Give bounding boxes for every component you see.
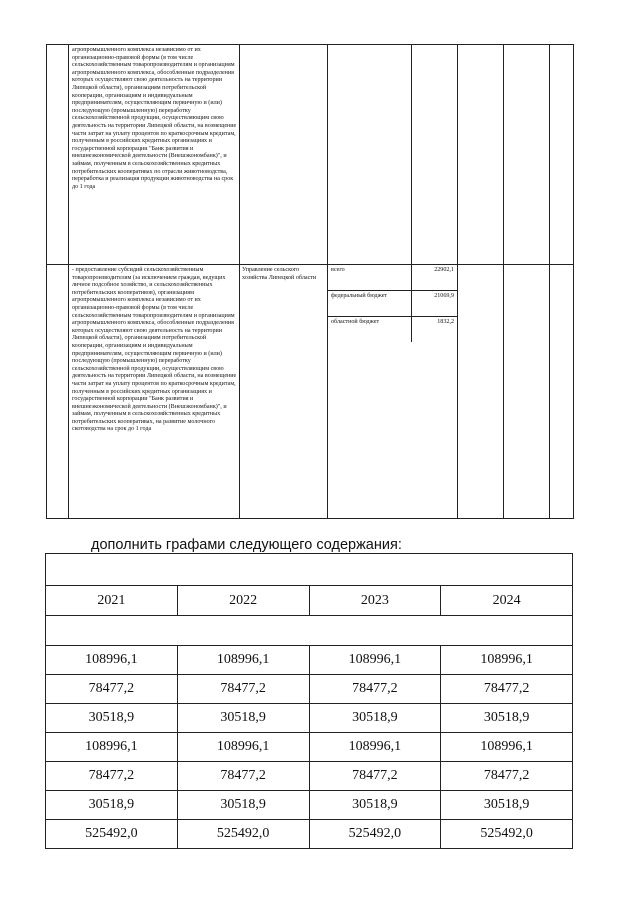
value-cell: 30518,9: [441, 791, 573, 820]
value-cell: 108996,1: [309, 646, 441, 675]
measure-description: - предоставление субсидий сельскохозяйственным товаропроизводителям (за исключением граждан, ведущих личное подсобное хозяйство, и сельскохозяйственных потребительских кооперативов), организациям агропромышленного комплекса независимо от их организационно-правовой формы (в том числе сельскохозяйственным товаропроизводителям и организациям агропромышленного комплекса, обособленные подразделения которых осуществляют свою деятельность на территории Липецкой области), организациям потребительской кооперации, организациям и индивидуальным предпринимателям, осуществляющим первичную и (или) последующую (промышленную) переработку сельскохозяйственной продукции, осуществляющим свою деятельность на территории Липецкой области, на возмещение части затрат на уплату процентов по краткосрочным кредитам, полученным в российских кредитных организациях и государственной корпорации "Банк развития и внешнеэкономической деятельности (Внешэкономбанк)", и займам, полученным в сельскохозяйственных кредитных потребительских кооперативах, на развитие молочного скотоводства на срок до 1 года: [69, 265, 240, 519]
value-cell: [504, 265, 550, 519]
funding-row: [328, 291, 457, 317]
table-row: [46, 762, 573, 791]
table-row: [46, 733, 573, 762]
table-row: [47, 265, 574, 519]
value-cell: 525492,0: [309, 820, 441, 849]
year-header-row: [46, 586, 573, 616]
table-row: [46, 646, 573, 675]
executor-cell: [240, 45, 328, 265]
value-cell: [458, 45, 504, 265]
value-cell: 78477,2: [46, 675, 178, 704]
value-cell: 30518,9: [177, 704, 309, 733]
value-cell: [458, 265, 504, 519]
value-cell: 30518,9: [309, 791, 441, 820]
value-cell: 78477,2: [46, 762, 178, 791]
value-cell: [504, 45, 550, 265]
executor-cell: Управление сельского хозяйства Липецкой области: [240, 265, 328, 519]
table-row: [46, 791, 573, 820]
value-cell: 78477,2: [177, 675, 309, 704]
funding-sources: [328, 265, 457, 342]
blank-row: [46, 616, 573, 646]
year-header: 2023: [309, 586, 441, 616]
value-cell: 525492,0: [177, 820, 309, 849]
table-row: [47, 45, 574, 265]
value-cell: 108996,1: [46, 733, 178, 762]
measure-description: агропромышленного комплекса независимо от их организационно-правовой формы (в том числе сельскохозяйственным товаропроизводителям и организациям агропромышленного комплекса, обособленные подразделения которых осуществляют свою деятельность на территории Липецкой области), организациям потребительской кооперации, организациям и индивидуальным предпринимателям, осуществляющим первичную и (или) последующую (промышленную) переработку сельскохозяйственной продукции, осуществляющим свою деятельность на территории Липецкой области, на возмещение части затрат на уплату процентов по краткосрочным кредитам, полученным в российских кредитных организациях и государственной корпорации "Банк развития и внешнеэкономической деятельности (Внешэкономбанк)", и займам, полученным в сельскохозяйственных кредитных потребительских кооперативах по отрасли животноводства, переработка и реализация продукции животноводства на срок до 1 года: [69, 45, 240, 265]
blank-header-row: [46, 554, 573, 586]
value-cell: 30518,9: [46, 791, 178, 820]
program-table-continuation: [46, 44, 574, 519]
row-number-cell: [47, 45, 69, 265]
row-number-cell: [47, 265, 69, 519]
value-cell: 108996,1: [309, 733, 441, 762]
funding-row: [328, 317, 457, 343]
value-cell: 108996,1: [441, 733, 573, 762]
table-row: [46, 704, 573, 733]
value-cell: 78477,2: [309, 762, 441, 791]
table-row: [46, 675, 573, 704]
funding-row: [328, 265, 457, 291]
value-cell: 30518,9: [309, 704, 441, 733]
value-cell: 108996,1: [46, 646, 178, 675]
table-row: [46, 820, 573, 849]
source-value: 21069,9: [411, 291, 457, 317]
value-cell: [550, 265, 574, 519]
value-cell: 30518,9: [177, 791, 309, 820]
value-cell: 78477,2: [309, 675, 441, 704]
source-cell: [328, 45, 412, 265]
value-cell: 30518,9: [441, 704, 573, 733]
source-label: областной бюджет: [328, 317, 411, 343]
year-header: 2021: [46, 586, 178, 616]
source-label: всего: [328, 265, 411, 291]
new-columns-table: [45, 553, 573, 849]
value-cell: 30518,9: [46, 704, 178, 733]
value-cell: 78477,2: [441, 675, 573, 704]
source-value: 1832,2: [437, 319, 454, 325]
year-header: 2022: [177, 586, 309, 616]
value-cell: [412, 45, 458, 265]
amendment-heading: дополнить графами следующего содержания:: [91, 537, 402, 553]
value-cell: 78477,2: [441, 762, 573, 791]
value-cell: 108996,1: [177, 733, 309, 762]
value-cell: 525492,0: [46, 820, 178, 849]
year-header: 2024: [441, 586, 573, 616]
value-cell: 525492,0: [441, 820, 573, 849]
value-cell: 108996,1: [441, 646, 573, 675]
value-cell: [550, 45, 574, 265]
value-cell: 78477,2: [177, 762, 309, 791]
source-value: 22902,1: [411, 265, 457, 291]
value-cell: 108996,1: [177, 646, 309, 675]
source-label: федеральный бюджет: [328, 291, 411, 317]
